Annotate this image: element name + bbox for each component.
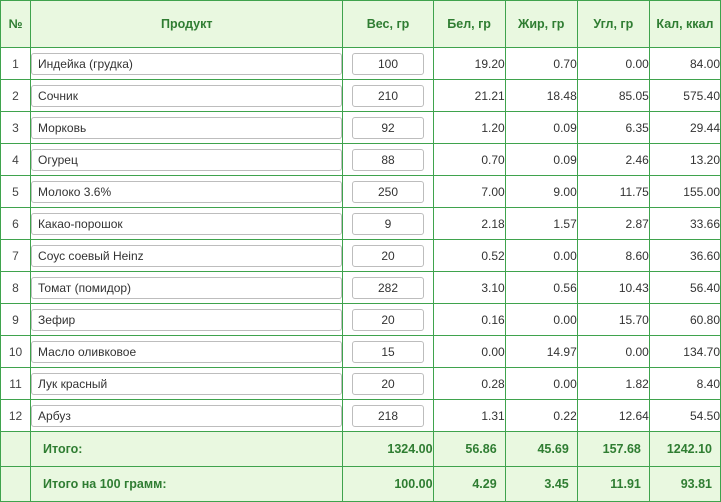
totals-carbs: 157.68 <box>577 432 649 467</box>
table-row <box>1 144 721 176</box>
carbs-value: 1.82 <box>577 368 649 400</box>
table-row <box>1 368 721 400</box>
protein-value: 1.31 <box>433 400 505 432</box>
calories-value: 36.60 <box>649 240 720 272</box>
per-100g-label: Итого на 100 грамм: <box>31 467 343 502</box>
row-number: 12 <box>1 400 31 432</box>
protein-value: 21.21 <box>433 80 505 112</box>
carbs-value: 2.87 <box>577 208 649 240</box>
calories-value: 155.00 <box>649 176 720 208</box>
weight-input[interactable] <box>352 405 424 427</box>
product-name-input[interactable] <box>31 373 342 395</box>
product-name-cell <box>31 272 343 304</box>
weight-input[interactable] <box>352 341 424 363</box>
header-product: Продукт <box>31 1 343 48</box>
fat-value: 18.48 <box>505 80 577 112</box>
weight-cell <box>343 368 433 400</box>
table-body <box>1 48 721 502</box>
row-number: 8 <box>1 272 31 304</box>
per-100g-row <box>1 467 721 502</box>
product-name-cell <box>31 240 343 272</box>
table-row <box>1 80 721 112</box>
protein-value: 0.00 <box>433 336 505 368</box>
product-name-input[interactable] <box>31 405 342 427</box>
calories-value: 134.70 <box>649 336 720 368</box>
fat-value: 0.22 <box>505 400 577 432</box>
weight-cell <box>343 80 433 112</box>
protein-value: 0.52 <box>433 240 505 272</box>
calories-value: 8.40 <box>649 368 720 400</box>
per-100g-calories: 93.81 <box>649 467 720 502</box>
product-name-cell <box>31 48 343 80</box>
weight-cell <box>343 336 433 368</box>
calories-value: 60.80 <box>649 304 720 336</box>
totals-label: Итого: <box>31 432 343 467</box>
calories-value: 84.00 <box>649 48 720 80</box>
table-row <box>1 112 721 144</box>
weight-cell <box>343 112 433 144</box>
table-header <box>1 1 721 48</box>
calories-value: 54.50 <box>649 400 720 432</box>
protein-value: 7.00 <box>433 176 505 208</box>
weight-input[interactable] <box>352 149 424 171</box>
row-number: 3 <box>1 112 31 144</box>
carbs-value: 12.64 <box>577 400 649 432</box>
weight-input[interactable] <box>352 277 424 299</box>
row-number: 4 <box>1 144 31 176</box>
carbs-value: 15.70 <box>577 304 649 336</box>
carbs-value: 11.75 <box>577 176 649 208</box>
product-name-input[interactable] <box>31 149 342 171</box>
totals-row <box>1 432 721 467</box>
calories-value: 575.40 <box>649 80 720 112</box>
weight-cell <box>343 272 433 304</box>
protein-value: 0.16 <box>433 304 505 336</box>
fat-value: 0.09 <box>505 144 577 176</box>
fat-value: 0.00 <box>505 240 577 272</box>
protein-value: 3.10 <box>433 272 505 304</box>
totals-weight: 1324.00 <box>343 432 433 467</box>
weight-input[interactable] <box>352 53 424 75</box>
product-name-cell <box>31 176 343 208</box>
calories-value: 33.66 <box>649 208 720 240</box>
product-name-cell <box>31 336 343 368</box>
product-name-cell <box>31 368 343 400</box>
product-name-cell <box>31 80 343 112</box>
totals-protein: 56.86 <box>433 432 505 467</box>
table-row <box>1 304 721 336</box>
per-100g-carbs: 11.91 <box>577 467 649 502</box>
weight-cell <box>343 304 433 336</box>
per-100g-row-number <box>1 467 31 502</box>
header-number: № <box>1 1 31 48</box>
table-row <box>1 48 721 80</box>
table-row <box>1 336 721 368</box>
table-row <box>1 208 721 240</box>
product-name-input[interactable] <box>31 245 342 267</box>
header-protein: Бел, гр <box>433 1 505 48</box>
fat-value: 0.56 <box>505 272 577 304</box>
totals-row-number <box>1 432 31 467</box>
row-number: 1 <box>1 48 31 80</box>
carbs-value: 6.35 <box>577 112 649 144</box>
weight-cell <box>343 48 433 80</box>
protein-value: 19.20 <box>433 48 505 80</box>
weight-input[interactable] <box>352 245 424 267</box>
per-100g-weight: 100.00 <box>343 467 433 502</box>
header-weight: Вес, гр <box>343 1 433 48</box>
table-row <box>1 272 721 304</box>
calories-value: 56.40 <box>649 272 720 304</box>
product-name-cell <box>31 208 343 240</box>
header-carbs: Угл, гр <box>577 1 649 48</box>
product-name-input[interactable] <box>31 181 342 203</box>
totals-fat: 45.69 <box>505 432 577 467</box>
per-100g-fat: 3.45 <box>505 467 577 502</box>
carbs-value: 0.00 <box>577 48 649 80</box>
weight-input[interactable] <box>352 181 424 203</box>
protein-value: 0.70 <box>433 144 505 176</box>
protein-value: 1.20 <box>433 112 505 144</box>
row-number: 2 <box>1 80 31 112</box>
row-number: 5 <box>1 176 31 208</box>
protein-value: 2.18 <box>433 208 505 240</box>
product-name-input[interactable] <box>31 341 342 363</box>
row-number: 11 <box>1 368 31 400</box>
fat-value: 0.09 <box>505 112 577 144</box>
row-number: 10 <box>1 336 31 368</box>
calories-value: 29.44 <box>649 112 720 144</box>
product-name-cell <box>31 112 343 144</box>
table-row <box>1 176 721 208</box>
table-row <box>1 400 721 432</box>
product-name-cell <box>31 304 343 336</box>
product-name-input[interactable] <box>31 277 342 299</box>
product-name-cell <box>31 400 343 432</box>
weight-input[interactable] <box>352 309 424 331</box>
fat-value: 9.00 <box>505 176 577 208</box>
row-number: 6 <box>1 208 31 240</box>
protein-value: 0.28 <box>433 368 505 400</box>
product-name-input[interactable] <box>31 85 342 107</box>
product-name-cell <box>31 144 343 176</box>
header-row <box>1 1 721 48</box>
weight-cell <box>343 208 433 240</box>
table-row <box>1 240 721 272</box>
weight-cell <box>343 240 433 272</box>
weight-input[interactable] <box>352 85 424 107</box>
weight-cell <box>343 400 433 432</box>
product-name-input[interactable] <box>31 309 342 331</box>
weight-input[interactable] <box>352 213 424 235</box>
calories-value: 13.20 <box>649 144 720 176</box>
header-calories: Кал, ккал <box>649 1 720 48</box>
weight-cell <box>343 144 433 176</box>
product-name-input[interactable] <box>31 53 342 75</box>
carbs-value: 8.60 <box>577 240 649 272</box>
fat-value: 0.00 <box>505 368 577 400</box>
product-name-input[interactable] <box>31 213 342 235</box>
carbs-value: 85.05 <box>577 80 649 112</box>
weight-cell <box>343 176 433 208</box>
fat-value: 0.00 <box>505 304 577 336</box>
per-100g-protein: 4.29 <box>433 467 505 502</box>
row-number: 7 <box>1 240 31 272</box>
row-number: 9 <box>1 304 31 336</box>
product-name-input[interactable] <box>31 117 342 139</box>
fat-value: 1.57 <box>505 208 577 240</box>
weight-input[interactable] <box>352 373 424 395</box>
carbs-value: 0.00 <box>577 336 649 368</box>
carbs-value: 10.43 <box>577 272 649 304</box>
totals-calories: 1242.10 <box>649 432 720 467</box>
fat-value: 14.97 <box>505 336 577 368</box>
carbs-value: 2.46 <box>577 144 649 176</box>
fat-value: 0.70 <box>505 48 577 80</box>
weight-input[interactable] <box>352 117 424 139</box>
header-fat: Жир, гр <box>505 1 577 48</box>
